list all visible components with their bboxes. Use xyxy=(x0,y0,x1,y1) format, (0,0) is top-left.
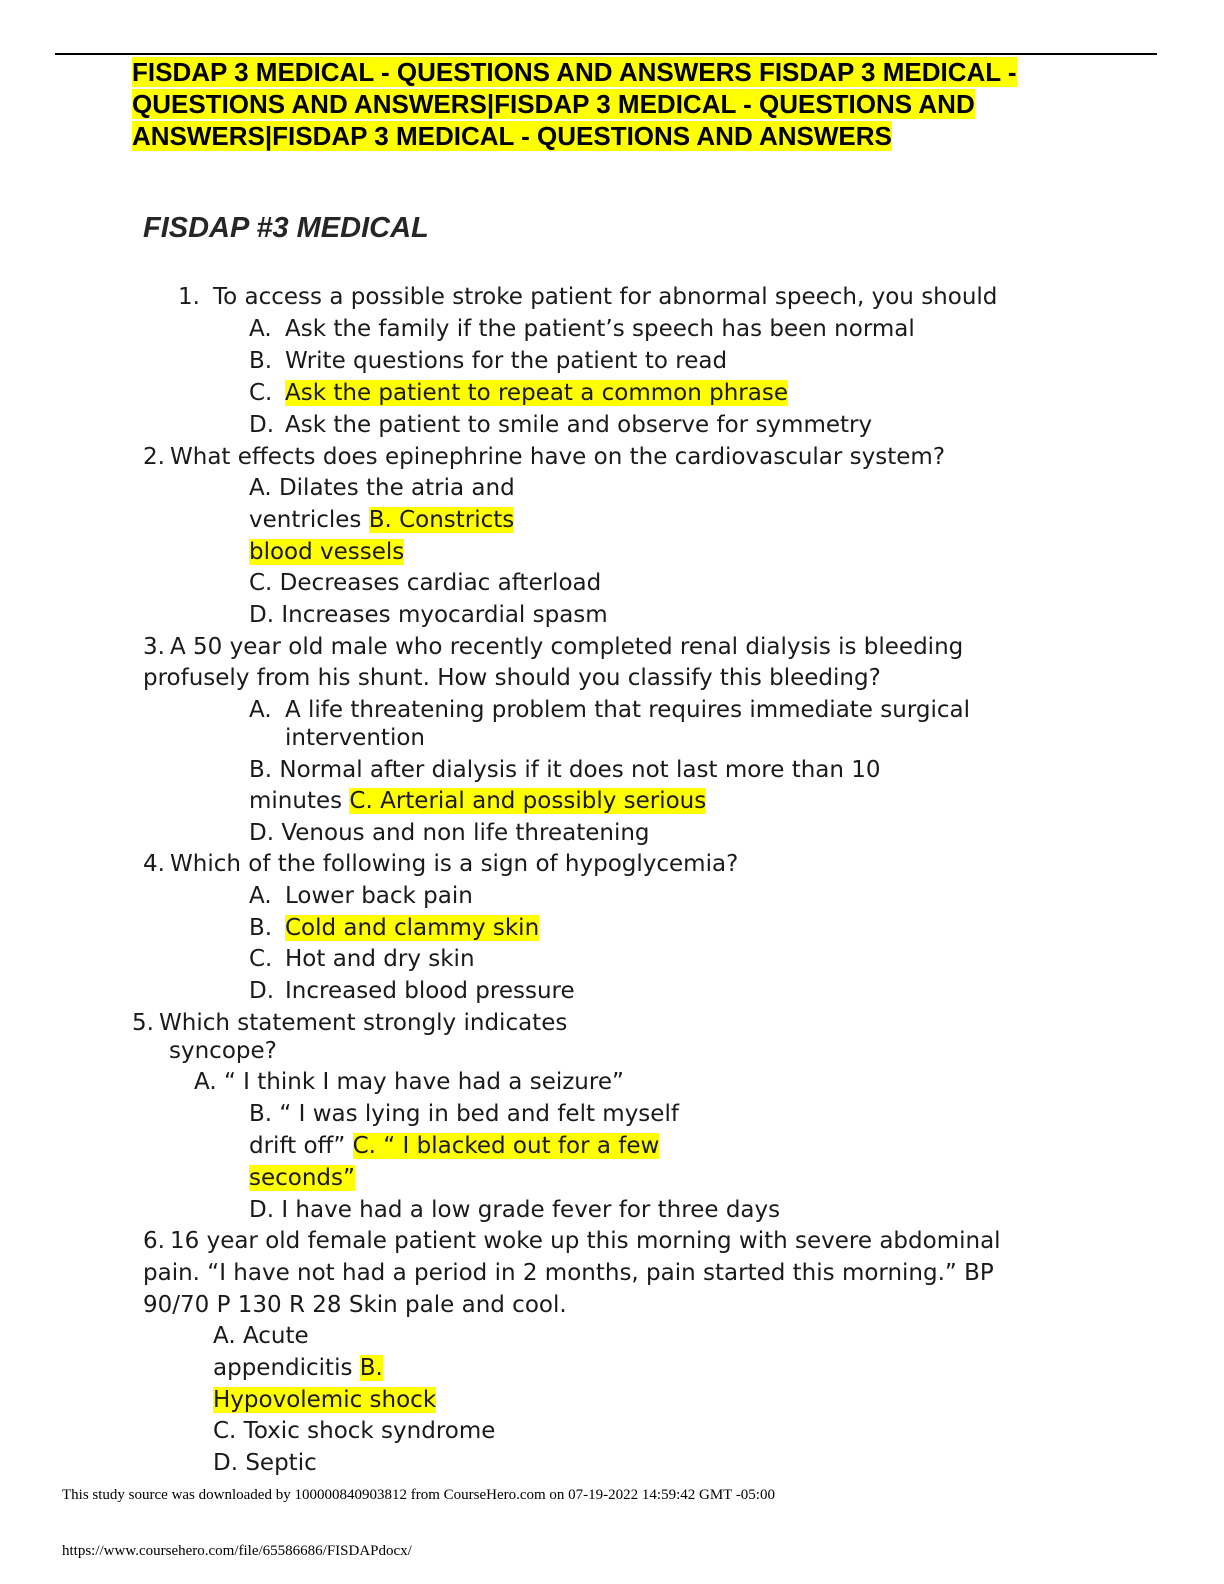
q6-text-line-3: 90/70 P 130 R 28 Skin pale and cool. xyxy=(143,1292,567,1318)
q2-d-text: D. Increases myocardial spasm xyxy=(249,602,608,628)
q4-b-answer: Cold and clammy skin xyxy=(285,915,540,941)
q1-d-label: D. xyxy=(249,412,275,438)
q4-a-label: A. xyxy=(249,883,272,909)
q2-a-text: A. Dilates the atria and xyxy=(249,475,515,501)
q1-b-text: Write questions for the patient to read xyxy=(285,348,728,374)
q5-c-answer-cont: seconds” xyxy=(249,1165,355,1191)
q1-a-label: A. xyxy=(249,316,272,342)
q6-text-line-2: pain. “I have not had a period in 2 months, pain started this morning.” BP xyxy=(143,1260,994,1286)
q4-b-label: B. xyxy=(249,915,273,941)
q6-c-text: C. Toxic shock syndrome xyxy=(213,1418,496,1444)
q1-c-label: C. xyxy=(249,380,273,406)
download-source-note: This study source was downloaded by 100000840903812 from CourseHero.com on 07-19-2022 14:59:42 GMT -05:00 xyxy=(62,1487,775,1503)
q5-a-text: A. “ I think I may have had a seizure” xyxy=(194,1069,624,1095)
q3-d-text: D. Venous and non life threatening xyxy=(249,820,650,846)
q2-b-answer-cont: blood vessels xyxy=(249,539,405,565)
q2-number: 2. xyxy=(143,444,165,470)
q6-a-text: A. Acute xyxy=(213,1323,309,1349)
q6-b-answer: B. xyxy=(359,1355,383,1381)
q5-text-line-1: Which statement strongly indicates xyxy=(159,1010,568,1036)
q4-d-label: D. xyxy=(249,978,275,1004)
q4-c-label: C. xyxy=(249,946,273,972)
q3-number: 3. xyxy=(143,634,165,660)
q3-text-line-1: A 50 year old male who recently completed renal dialysis is bleeding xyxy=(170,634,964,660)
q1-text: To access a possible stroke patient for abnormal speech, you should xyxy=(213,284,998,310)
q5-b-text-cont: drift off” xyxy=(249,1133,353,1159)
header-banner xyxy=(132,56,1072,152)
q2-c-text: C. Decreases cardiac afterload xyxy=(249,570,602,596)
banner-line-3: ANSWERS|FISDAP 3 MEDICAL - QUESTIONS AND ANSWERS xyxy=(132,121,892,151)
q6-a-text-cont: appendicitis xyxy=(213,1355,360,1381)
q3-a-text: A life threatening problem that requires immediate surgical xyxy=(285,697,971,723)
q6-number: 6. xyxy=(143,1228,165,1254)
q2-b-answer: B. Constricts xyxy=(368,507,515,533)
q3-a-text-cont: intervention xyxy=(285,725,425,751)
banner-line-2: QUESTIONS AND ANSWERS|FISDAP 3 MEDICAL - QUESTIONS AND xyxy=(132,89,975,119)
q4-c-text: Hot and dry skin xyxy=(285,946,475,972)
q6-b-answer-cont: Hypovolemic shock xyxy=(213,1387,437,1413)
banner-line-1: FISDAP 3 MEDICAL - QUESTIONS AND ANSWERS FISDAP 3 MEDICAL - xyxy=(132,57,1017,87)
q3-b-text-cont: minutes xyxy=(249,788,350,814)
q5-d-text: D. I have had a low grade fever for three days xyxy=(249,1197,781,1223)
q1-a-text: Ask the family if the patient’s speech has been normal xyxy=(285,316,915,342)
q1-c-answer: Ask the patient to repeat a common phrase xyxy=(285,380,788,406)
q5-c-answer: C. “ I blacked out for a few xyxy=(352,1133,660,1159)
q6-d-text: D. Septic xyxy=(213,1450,317,1476)
document-title: FISDAP #3 MEDICAL xyxy=(143,212,429,244)
q3-text-line-2: profusely from his shunt. How should you classify this bleeding? xyxy=(143,665,881,691)
q4-a-text: Lower back pain xyxy=(285,883,473,909)
q3-a-label: A. xyxy=(249,697,272,723)
q3-b-text: B. Normal after dialysis if it does not last more than 10 xyxy=(249,757,881,783)
q6-text-line-1: 16 year old female patient woke up this morning with severe abdominal xyxy=(170,1228,1001,1254)
q4-number: 4. xyxy=(143,851,165,877)
q2-a-text-cont: ventricles xyxy=(249,507,369,533)
source-url-link[interactable]: https://www.coursehero.com/file/65586686/FISDAPdocx/ xyxy=(62,1543,412,1559)
q1-number: 1. xyxy=(178,284,200,310)
q5-b-text: B. “ I was lying in bed and felt myself xyxy=(249,1101,679,1127)
q2-text: What effects does epinephrine have on the cardiovascular system? xyxy=(170,444,946,470)
q5-text-line-2: syncope? xyxy=(169,1038,277,1064)
q4-d-text: Increased blood pressure xyxy=(285,978,575,1004)
top-rule xyxy=(55,53,1157,55)
q3-c-answer: C. Arterial and possibly serious xyxy=(349,788,707,814)
q5-number: 5. xyxy=(132,1010,154,1036)
q1-b-label: B. xyxy=(249,348,273,374)
q1-d-text: Ask the patient to smile and observe for symmetry xyxy=(285,412,873,438)
q4-text: Which of the following is a sign of hypoglycemia? xyxy=(170,851,739,877)
